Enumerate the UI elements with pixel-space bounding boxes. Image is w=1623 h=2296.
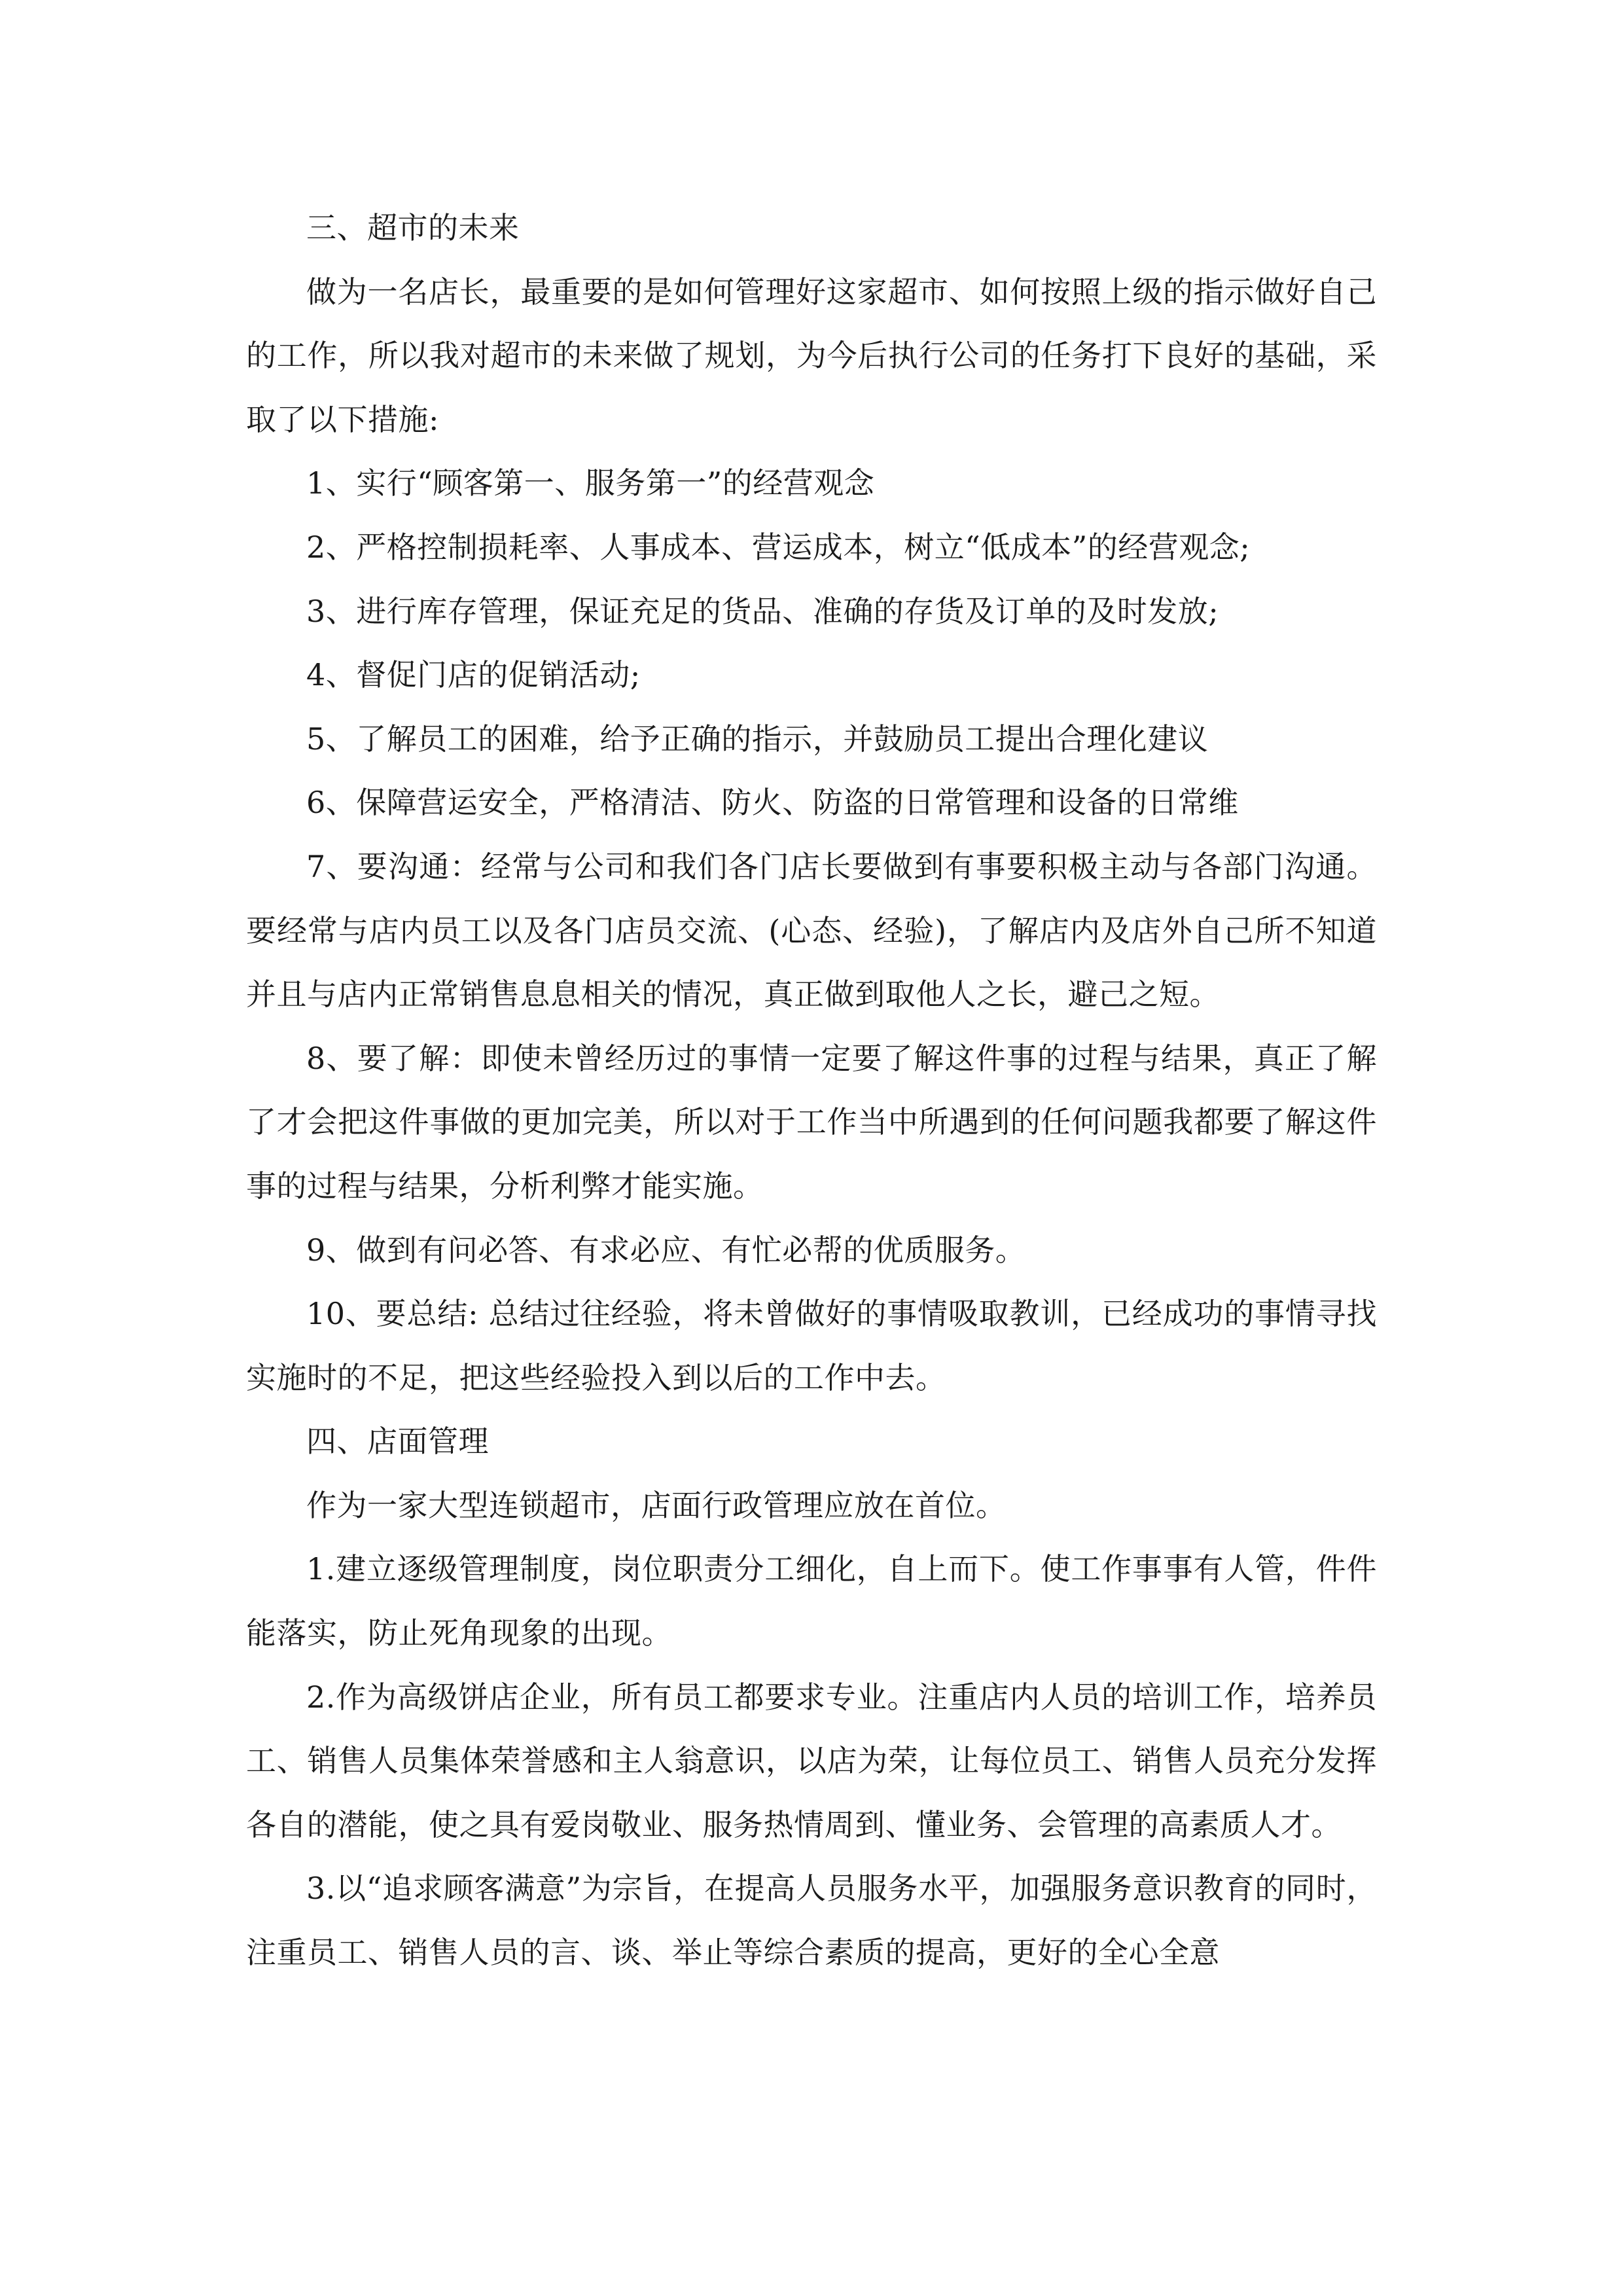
list-item-3: 3、进行库存管理，保证充足的货品、准确的存货及订单的及时发放; [306, 593, 1219, 629]
list-item-9: 9、做到有问必答、有求必应、有忙必帮的优质服务。 [306, 1232, 1026, 1268]
list-item-10: 10、要总结: 总结过往经验，将未曾做好的事情吸取教训，已经成功的事情寻找实施时的不足，把这些经验投入到以后的工作中去。 [246, 1296, 1377, 1395]
store-item-1: 1.建立逐级管理制度，岗位职责分工细化，自上而下。使工作事事有人管，件件能落实，防止死角现象的出现。 [246, 1551, 1377, 1651]
paragraph-intro: 做为一名店长，最重要的是如何管理好这家超市、如何按照上级的指示做好自己的工作，所以我对超市的未来做了规划，为今后执行公司的任务打下良好的基础，采取了以下措施: [246, 274, 1377, 437]
list-item-2: 2、严格控制损耗率、人事成本、营运成本，树立“低成本”的经营观念; [306, 529, 1251, 565]
list-item-6: 6、保障营运安全，严格清洁、防火、防盗的日常管理和设备的日常维 [306, 785, 1239, 821]
store-item-2: 2.作为高级饼店企业，所有员工都要求专业。注重店内人员的培训工作，培养员工、销售人员集体荣誉感和主人翁意识，以店为荣，让每位员工、销售人员充分发挥各自的潜能，使之具有爱岗敬业、服务热情周到、懂业务、会管理的高素质人才。 [246, 1679, 1377, 1842]
document-body [246, 196, 1377, 1985]
list-item-8: 8、要了解：即使未曾经历过的事情一定要了解这件事的过程与结果，真正了解了才会把这件事做的更加完美，所以对于工作当中所遇到的任何问题我都要了解这件事的过程与结果，分析利弊才能实施。 [246, 1040, 1377, 1204]
section-heading-store-management: 四、店面管理 [306, 1424, 489, 1460]
list-item-1: 1、实行“顾客第一、服务第一”的经营观念 [306, 465, 875, 501]
section-heading-future: 三、超市的未来 [306, 210, 520, 245]
list-item-7: 7、要沟通：经常与公司和我们各门店长要做到有事要积极主动与各部门沟通。要经常与店内员工以及各门店员交流、(心态、经验)，了解店内及店外自己所不知道并且与店内正常销售息息相关的情况，真正做到取他人之长，避己之短。 [246, 848, 1377, 1013]
store-item-3: 3.以“追求顾客满意”为宗旨，在提高人员服务水平，加强服务意识教育的同时，注重员工、销售人员的言、谈、举止等综合素质的提高，更好的全心全意 [246, 1871, 1377, 1971]
list-item-4: 4、督促门店的促销活动; [306, 657, 641, 693]
list-item-5: 5、了解员工的困难，给予正确的指示，并鼓励员工提出合理化建议 [306, 721, 1209, 757]
paragraph-store-intro: 作为一家大型连锁超市，店面行政管理应放在首位。 [306, 1487, 1007, 1523]
